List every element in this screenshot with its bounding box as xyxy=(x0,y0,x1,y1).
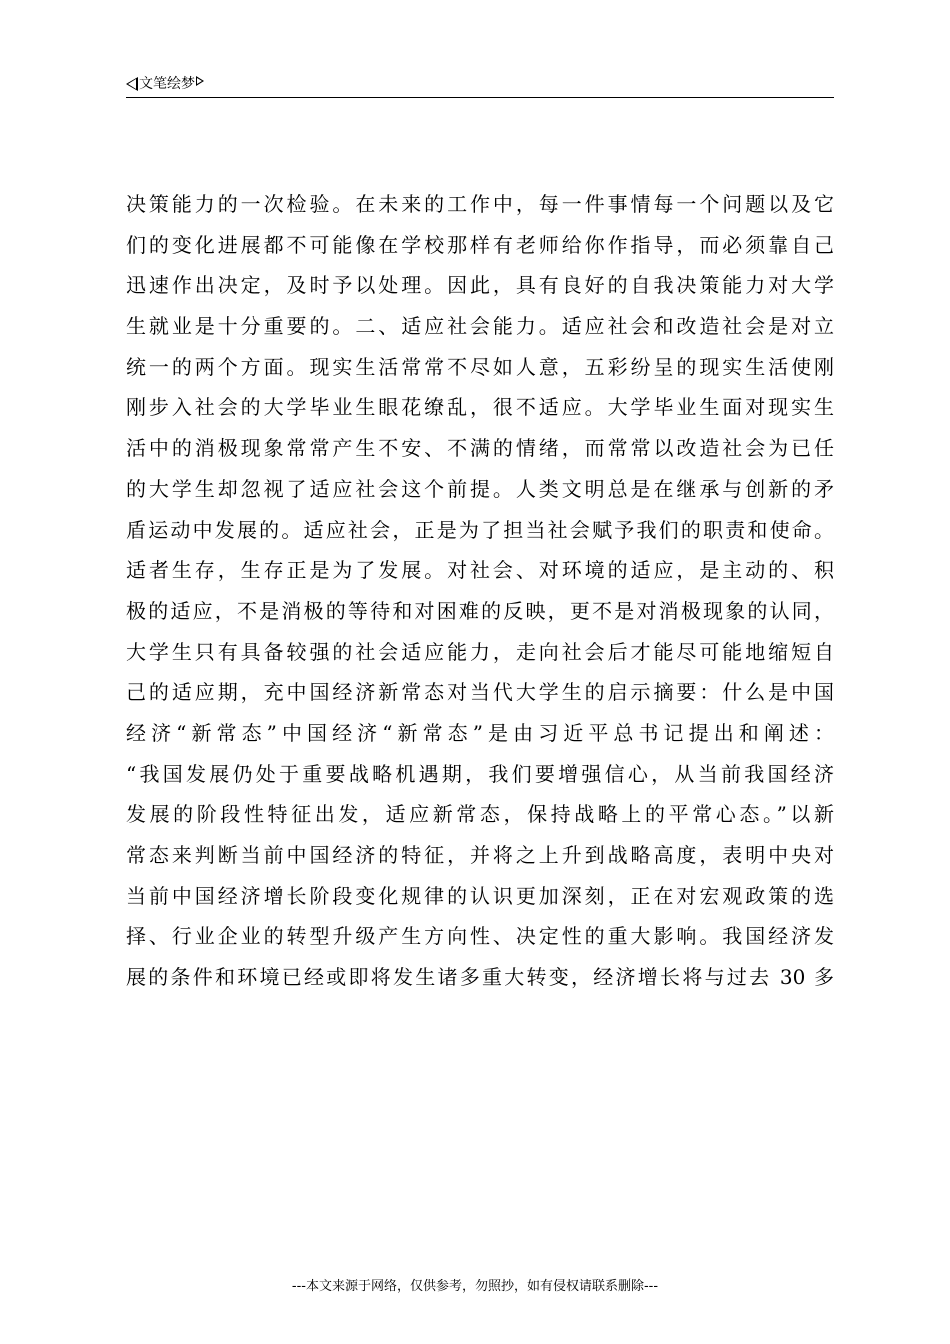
header-logo xyxy=(126,74,204,94)
body-paragraph xyxy=(126,184,834,998)
body-text-line: 们的变化进展都不可能像在学校那样有老师给你作指导，而必须靠自己 xyxy=(126,232,834,257)
body-text-line: 活中的消极现象常常产生不安、不满的情绪，而常常以改造社会为已任 xyxy=(126,436,834,461)
header-divider xyxy=(126,97,834,98)
page-footer: ---本文来源于网络，仅供参考，勿照抄，如有侵权请联系删除--- xyxy=(291,1279,659,1294)
body-text-line: 发展的阶段性特征出发，适应新常态，保持战略上的平常心态。”以新 xyxy=(126,802,834,827)
body-text-line: 经济“新常态”中国经济“新常态”是由习近平总书记提出和阐述： xyxy=(126,720,834,745)
body-text-line: 刚步入社会的大学毕业生眼花缭乱，很不适应。大学毕业生面对现实生 xyxy=(126,395,834,420)
triangle-left-icon xyxy=(126,77,138,91)
body-text-line: 迅速作出决定，及时予以处理。因此，具有良好的自我决策能力对大学 xyxy=(126,273,834,298)
body-text-line: 的大学生却忽视了适应社会这个前提。人类文明总是在继承与创新的矛 xyxy=(126,476,834,501)
body-text-line: 极的适应，不是消极的等待和对困难的反映，更不是对消极现象的认同， xyxy=(126,598,834,623)
body-text-line: 统一的两个方面。现实生活常常不尽如人意，五彩纷呈的现实生活使刚 xyxy=(126,354,834,379)
body-text-line: 择、行业企业的转型升级产生方向性、决定性的重大影响。我国经济发 xyxy=(126,924,834,949)
body-text-line: 生就业是十分重要的。二、适应社会能力。适应社会和改造社会是对立 xyxy=(126,314,834,339)
page-header xyxy=(126,74,834,98)
header-logo-text: 文笔绘梦 xyxy=(139,76,195,92)
body-text-line: 决策能力的一次检验。在未来的工作中，每一件事情每一个问题以及它 xyxy=(126,192,834,216)
body-text-line: 当前中国经济增长阶段变化规律的认识更加深刻，正在对宏观政策的选 xyxy=(126,883,834,908)
body-text-line: 常态来判断当前中国经济的特征，并将之上升到战略高度，表明中央对 xyxy=(126,843,834,867)
body-text-line: 盾运动中发展的。适应社会，正是为了担当社会赋予我们的职责和使命。 xyxy=(126,517,834,542)
triangle-right-icon xyxy=(196,76,204,86)
body-text-line: “我国发展仍处于重要战略机遇期，我们要增强信心，从当前我国经济 xyxy=(126,761,834,786)
body-text-line: 己的适应期，充中国经济新常态对当代大学生的启示摘要：什么是中国 xyxy=(126,680,834,705)
body-text-line: 适者生存，生存正是为了发展。对社会、对环境的适应，是主动的、积 xyxy=(126,558,834,583)
body-text-line: 大学生只有具备较强的社会适应能力，走向社会后才能尽可能地缩短自 xyxy=(126,639,834,664)
body-text-line: 展的条件和环境已经或即将发生诸多重大转变，经济增长将与过去 30 多 xyxy=(126,965,834,990)
